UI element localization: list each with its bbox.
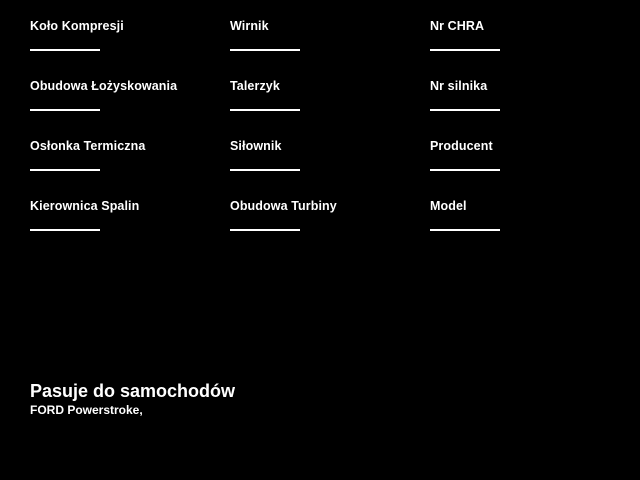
field-blank-underline	[430, 49, 500, 51]
field-nr-chra	[430, 19, 630, 79]
compatibility-models-list: FORD Powerstroke,	[30, 403, 143, 417]
field-blank-underline	[430, 229, 500, 231]
field-blank-underline	[30, 169, 100, 171]
field-oslonka-termiczna	[30, 139, 230, 199]
field-blank-underline	[30, 109, 100, 111]
field-blank-underline	[30, 49, 100, 51]
field-blank-underline	[230, 109, 300, 111]
field-model	[430, 199, 630, 259]
field-label: Obudowa Turbiny	[230, 199, 337, 213]
field-blank-underline	[230, 229, 300, 231]
field-label: Producent	[430, 139, 493, 153]
field-wirnik	[230, 19, 430, 79]
field-blank-underline	[230, 169, 300, 171]
field-blank-underline	[30, 229, 100, 231]
field-kolo-kompresji	[30, 19, 230, 79]
field-label: Osłonka Termiczna	[30, 139, 146, 153]
compatibility-section	[30, 381, 235, 417]
field-label: Talerzyk	[230, 79, 280, 93]
field-producent	[430, 139, 630, 199]
field-label: Koło Kompresji	[30, 19, 124, 33]
field-blank-underline	[230, 49, 300, 51]
field-label: Model	[430, 199, 467, 213]
field-label: Nr silnika	[430, 79, 488, 93]
field-silownik	[230, 139, 430, 199]
field-label: Obudowa Łożyskowania	[30, 79, 178, 93]
field-blank-underline	[430, 169, 500, 171]
field-label: Nr CHRA	[430, 19, 485, 33]
field-obudowa-lozyskowania	[30, 79, 230, 139]
field-label: Wirnik	[230, 19, 269, 33]
field-label: Siłownik	[230, 139, 282, 153]
compatibility-heading: Pasuje do samochodów	[30, 381, 236, 401]
field-blank-underline	[430, 109, 500, 111]
field-nr-silnika	[430, 79, 630, 139]
field-kierownica-spalin	[30, 199, 230, 259]
field-label: Kierownica Spalin	[30, 199, 140, 213]
field-talerzyk	[230, 79, 430, 139]
spec-fields-grid	[30, 19, 630, 259]
field-obudowa-turbiny	[230, 199, 430, 259]
